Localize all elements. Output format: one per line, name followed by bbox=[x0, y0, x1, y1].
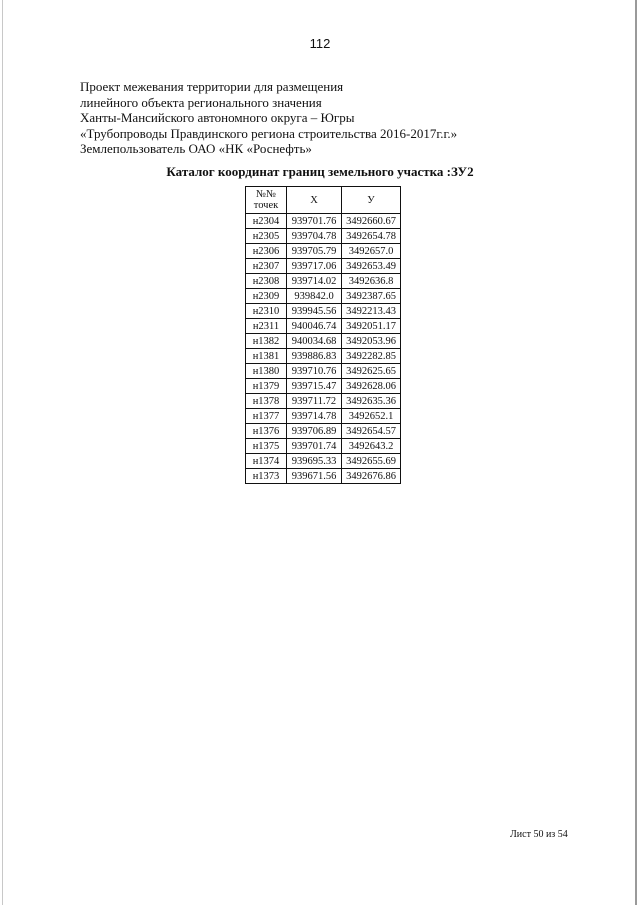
table-header-row bbox=[246, 187, 401, 214]
table-row bbox=[246, 244, 401, 259]
cell-point: н2309 bbox=[246, 289, 287, 304]
cell-y: 3492654.78 bbox=[342, 229, 401, 244]
table-row bbox=[246, 349, 401, 364]
column-header-point bbox=[246, 187, 287, 214]
cell-x: 939695.33 bbox=[287, 454, 342, 469]
table-row bbox=[246, 274, 401, 289]
cell-y: 3492387.65 bbox=[342, 289, 401, 304]
cell-y: 3492652.1 bbox=[342, 409, 401, 424]
cell-y: 3492625.65 bbox=[342, 364, 401, 379]
coordinates-table-body bbox=[246, 214, 401, 484]
header-line-region: Ханты-Мансийского автономного округа – Югры bbox=[80, 110, 355, 125]
column-header-point-line1: №№ bbox=[255, 189, 277, 200]
table-row bbox=[246, 229, 401, 244]
cell-point: н1376 bbox=[246, 424, 287, 439]
cell-y: 3492653.49 bbox=[342, 259, 401, 274]
table-row bbox=[246, 469, 401, 484]
table-row bbox=[246, 409, 401, 424]
cell-x: 940034.68 bbox=[287, 334, 342, 349]
cell-y: 3492636.8 bbox=[342, 274, 401, 289]
cell-point: н1378 bbox=[246, 394, 287, 409]
cell-y: 3492635.36 bbox=[342, 394, 401, 409]
table-row bbox=[246, 334, 401, 349]
cell-y: 3492282.85 bbox=[342, 349, 401, 364]
table-row bbox=[246, 439, 401, 454]
table-row bbox=[246, 214, 401, 229]
cell-y: 3492213.43 bbox=[342, 304, 401, 319]
cell-x: 939715.47 bbox=[287, 379, 342, 394]
header-line-pipelines: «Трубопроводы Правдинского региона строительства 2016-2017г.г.» bbox=[80, 125, 458, 141]
cell-point: н1377 bbox=[246, 409, 287, 424]
cell-y: 3492660.67 bbox=[342, 214, 401, 229]
page-number: 112 bbox=[309, 36, 331, 51]
cell-point: н1373 bbox=[246, 469, 287, 484]
cell-point: н1375 bbox=[246, 439, 287, 454]
cell-point: н2307 bbox=[246, 259, 287, 274]
catalog-title: Каталог координат границ земельного участка :ЗУ2 bbox=[166, 164, 474, 179]
cell-x: 939710.76 bbox=[287, 364, 342, 379]
sheet-number: Лист 50 из 54 bbox=[510, 829, 568, 840]
table-row bbox=[246, 319, 401, 334]
cell-y: 3492654.57 bbox=[342, 424, 401, 439]
column-header-y: У bbox=[342, 187, 401, 214]
cell-x: 939717.06 bbox=[287, 259, 342, 274]
cell-x: 939842.0 bbox=[287, 289, 342, 304]
table-row bbox=[246, 394, 401, 409]
header-line-land-user: Землепользователь ОАО «НК «Роснефть» bbox=[80, 141, 312, 156]
cell-x: 940046.74 bbox=[287, 319, 342, 334]
cell-y: 3492643.2 bbox=[342, 439, 401, 454]
table-row bbox=[246, 454, 401, 469]
cell-y: 3492053.96 bbox=[342, 334, 401, 349]
project-header bbox=[80, 79, 560, 157]
column-header-point-line2: точек bbox=[253, 200, 279, 211]
cell-x: 939886.83 bbox=[287, 349, 342, 364]
cell-point: н2306 bbox=[246, 244, 287, 259]
cell-x: 939706.89 bbox=[287, 424, 342, 439]
column-header-x: Х bbox=[287, 187, 342, 214]
cell-point: н2308 bbox=[246, 274, 287, 289]
coordinates-table bbox=[245, 186, 401, 484]
cell-y: 3492628.06 bbox=[342, 379, 401, 394]
table-row bbox=[246, 424, 401, 439]
table-row bbox=[246, 364, 401, 379]
cell-point: н1381 bbox=[246, 349, 287, 364]
cell-point: н1379 bbox=[246, 379, 287, 394]
cell-x: 939711.72 bbox=[287, 394, 342, 409]
cell-point: н1374 bbox=[246, 454, 287, 469]
cell-x: 939714.78 bbox=[287, 409, 342, 424]
cell-x: 939704.78 bbox=[287, 229, 342, 244]
table-row bbox=[246, 379, 401, 394]
table-row bbox=[246, 259, 401, 274]
cell-y: 3492676.86 bbox=[342, 469, 401, 484]
cell-x: 939705.79 bbox=[287, 244, 342, 259]
cell-y: 3492051.17 bbox=[342, 319, 401, 334]
table-row bbox=[246, 304, 401, 319]
table-row bbox=[246, 289, 401, 304]
cell-x: 939701.74 bbox=[287, 439, 342, 454]
cell-x: 939701.76 bbox=[287, 214, 342, 229]
cell-x: 939945.56 bbox=[287, 304, 342, 319]
cell-y: 3492657.0 bbox=[342, 244, 401, 259]
cell-y: 3492655.69 bbox=[342, 454, 401, 469]
page-edge-right bbox=[635, 0, 637, 905]
cell-x: 939714.02 bbox=[287, 274, 342, 289]
header-line-project: Проект межевания территории для размещения bbox=[80, 79, 344, 94]
cell-point: н2305 bbox=[246, 229, 287, 244]
header-line-object: линейного объекта регионального значения bbox=[80, 94, 322, 110]
cell-point: н2310 bbox=[246, 304, 287, 319]
page-edge-left bbox=[2, 0, 3, 905]
cell-point: н1380 bbox=[246, 364, 287, 379]
cell-point: н2311 bbox=[246, 319, 287, 334]
cell-point: н2304 bbox=[246, 214, 287, 229]
cell-x: 939671.56 bbox=[287, 469, 342, 484]
cell-point: н1382 bbox=[246, 334, 287, 349]
